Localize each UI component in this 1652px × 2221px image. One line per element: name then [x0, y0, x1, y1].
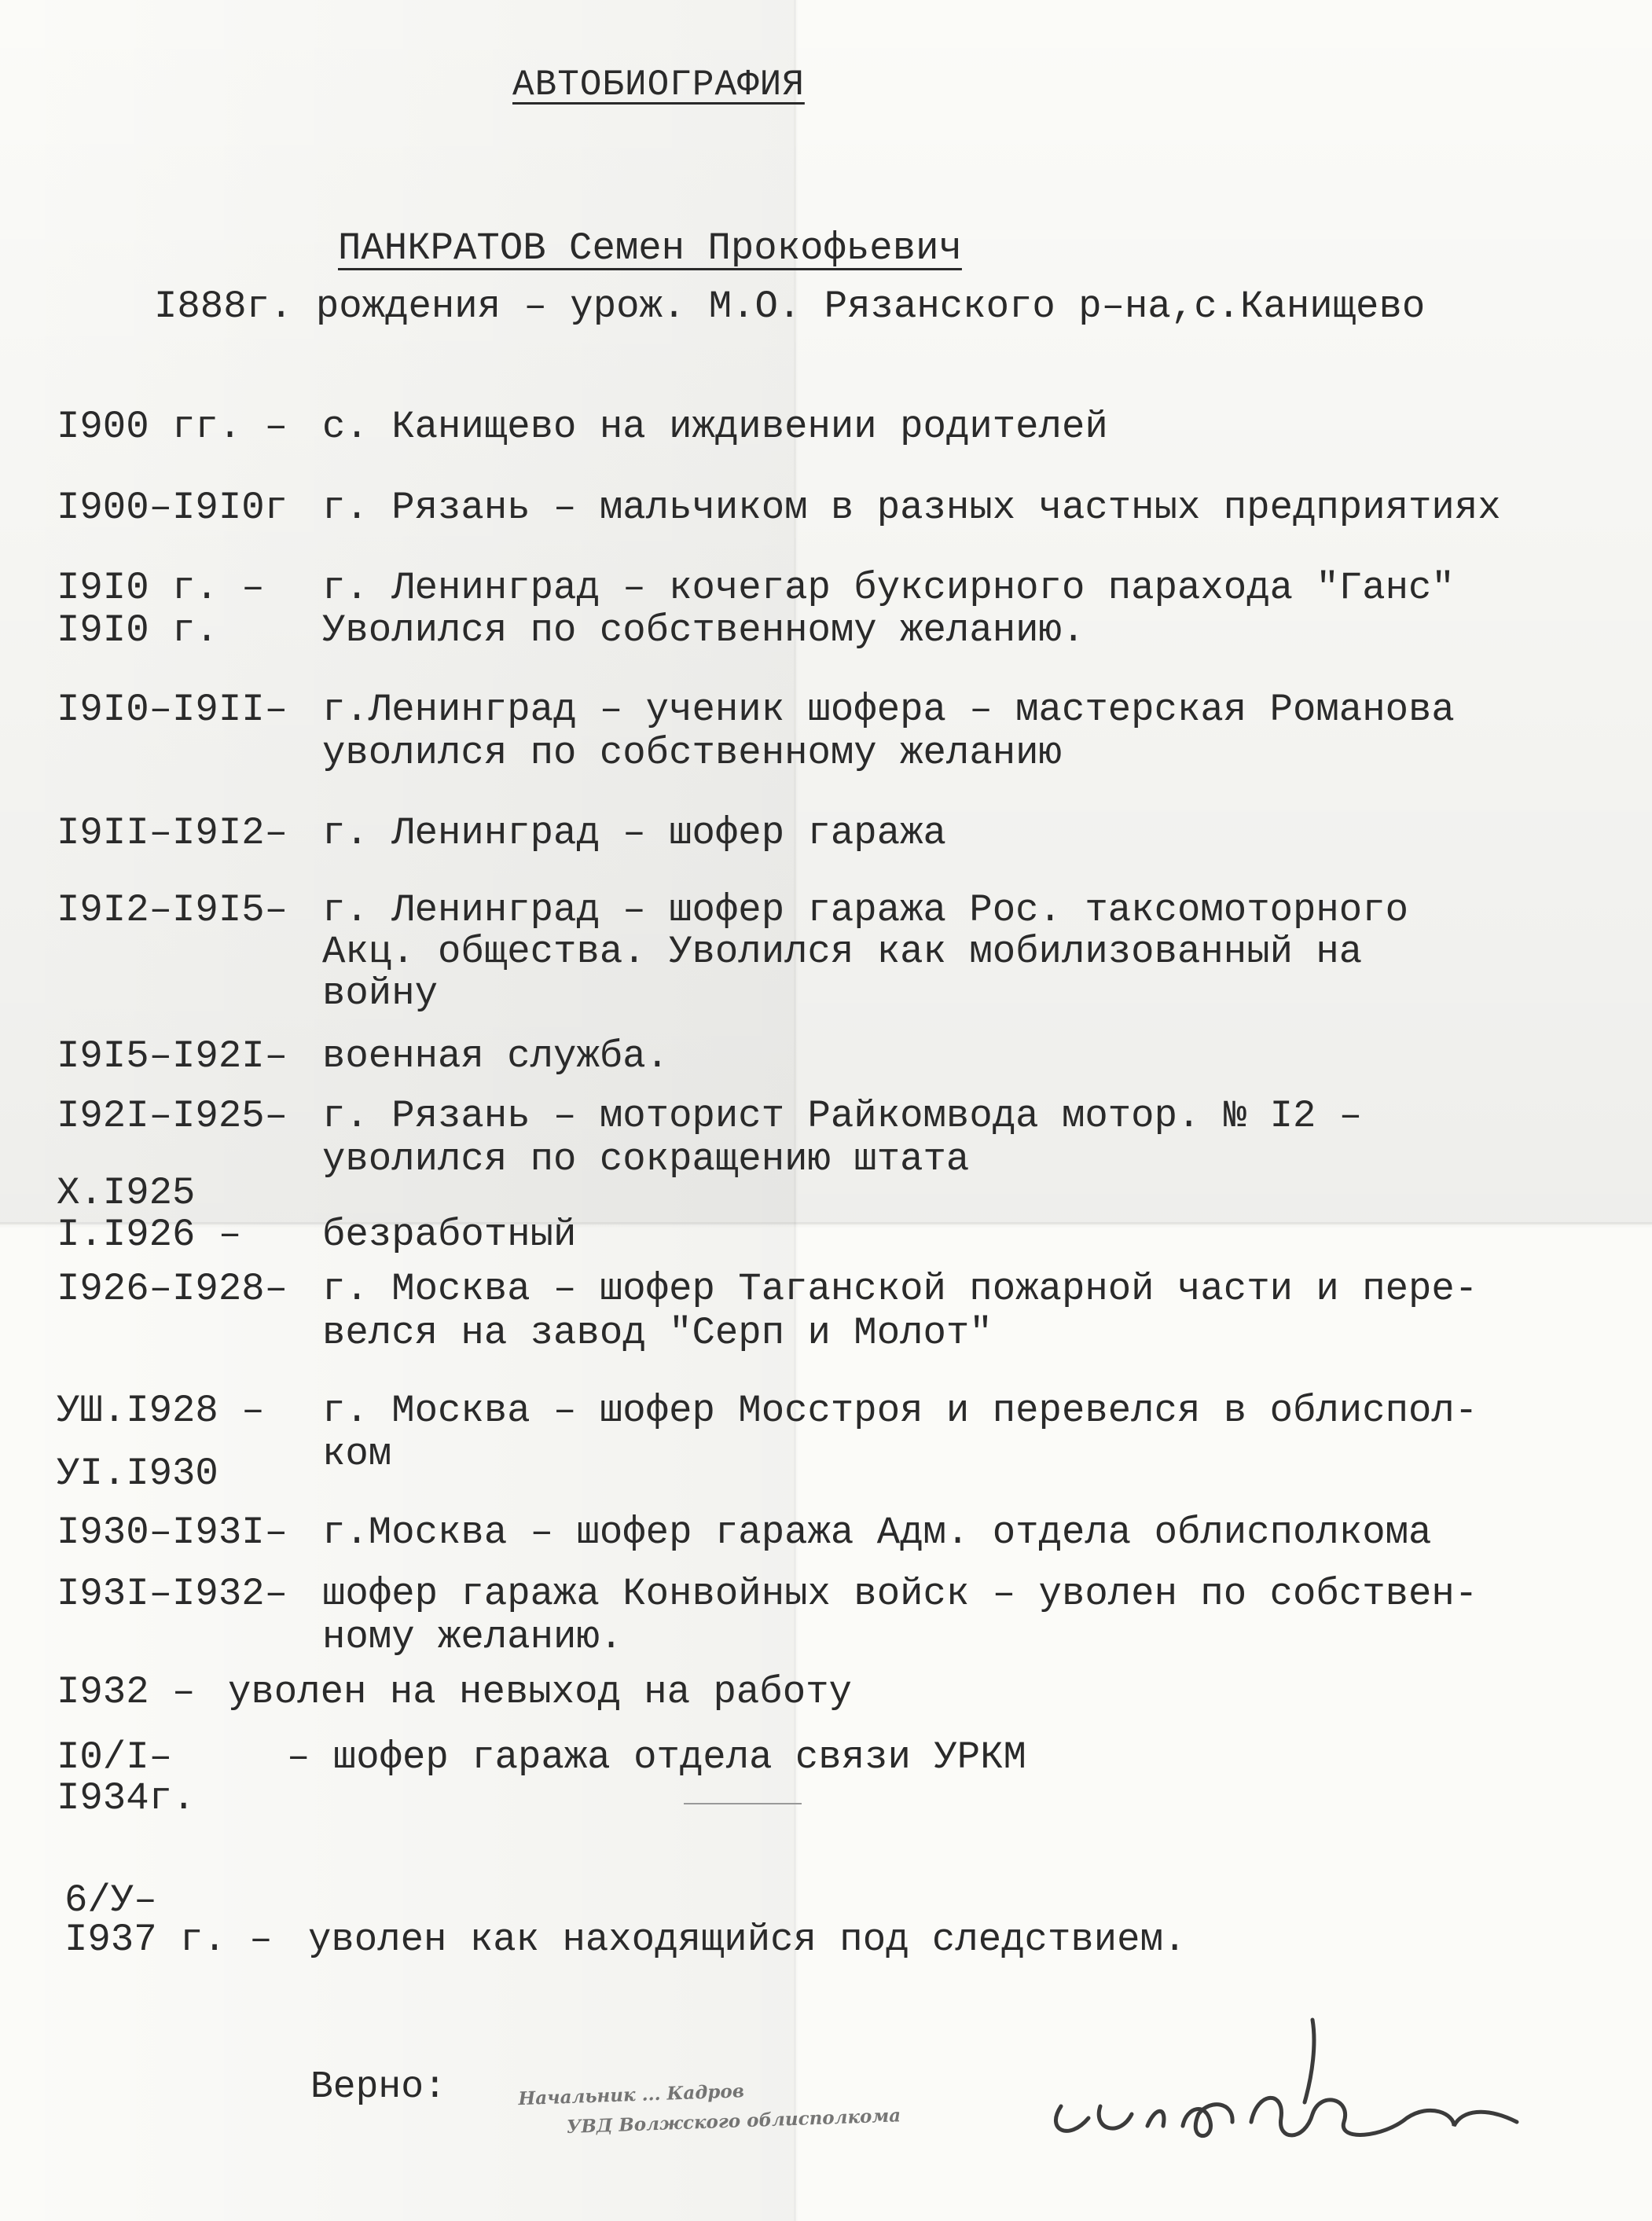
official-stamp [517, 2057, 1022, 2153]
entry-date: I932 – [57, 1670, 196, 1714]
entry-text: ком [322, 1432, 392, 1476]
entry-date: УI.I930 [57, 1452, 218, 1496]
entry-text: г. Москва – шофер Таганской пожарной части и пере- [322, 1267, 1478, 1311]
entry-text: уволился по сокращению штата [322, 1137, 970, 1181]
entry-date: 6/У– [64, 1878, 157, 1922]
entry-date: I9I5–I92I– [57, 1034, 288, 1078]
entry-text: уволился по собственному желанию [322, 731, 1062, 775]
certification-label: Верно: [310, 2066, 446, 2109]
entry-date: I937 г. – [64, 1918, 273, 1962]
entry-date: I934г. [57, 1776, 196, 1820]
stamp-line: Начальник ... Кадров [518, 2080, 745, 2110]
entry-text: с. Канищево на иждивении родителей [322, 405, 1108, 449]
entry-text: шофер гаража Конвойных войск – уволен по собствен- [322, 1572, 1478, 1616]
stamp-line: УВД Волжского облисполкома [566, 2105, 901, 2138]
entry-date: I0/I– [57, 1735, 173, 1779]
entry-date: I9I0 г. – [57, 566, 265, 610]
entry-date: X.I925 [57, 1171, 196, 1215]
signature [1045, 2012, 1548, 2161]
entry-text: г. Рязань – моторист Райкомвода мотор. № I2 – [322, 1094, 1363, 1138]
entry-text: г. Ленинград – кочегар буксирного парахода "Ганс" [322, 566, 1455, 610]
entry-text: г.Москва – шофер гаража Адм. отдела облисполкома [322, 1511, 1432, 1555]
entry-text: Акц. общества. Уволился как мобилизованный на [322, 930, 1363, 974]
entry-text: велся на завод "Серп и Молот" [322, 1311, 993, 1355]
entry-date: I9II–I9I2– [57, 811, 288, 855]
entry-text: г. Москва – шофер Мосстроя и перевелся в облиспол- [322, 1389, 1478, 1433]
entry-date: I92I–I925– [57, 1094, 288, 1138]
entry-text: уволен на невыход на работу [228, 1670, 852, 1714]
document-title: АВТОБИОГРАФИЯ [512, 64, 805, 105]
entry-text: Уволился по собственному желанию. [322, 608, 1085, 652]
entry-date: УШ.I928 – [57, 1389, 265, 1433]
entry-date: I926–I928– [57, 1267, 288, 1311]
entry-date: I9I0 г. [57, 608, 218, 652]
entry-date: I93I–I932– [57, 1572, 288, 1616]
entry-text: г.Ленинград – ученик шофера – мастерская Романова [322, 688, 1455, 732]
entry-text: г. Ленинград – шофер гаража Рос. таксомоторного [322, 888, 1409, 932]
entry-date: I930–I93I– [57, 1511, 288, 1555]
birth-line: I888г. рождения – урож. М.О. Рязанского р–на,с.Канищево [154, 285, 1426, 329]
entry-date: I900–I9I0г [57, 486, 288, 530]
entry-text: войну [322, 971, 439, 1015]
person-name: ПАНКРАТОВ Семен Прокофьевич [338, 226, 962, 270]
paper-fold-horizontal [0, 1222, 1652, 1224]
entry-date: I900 гг. – [57, 405, 288, 449]
entry-text: г. Ленинград – шофер гаража [322, 811, 946, 855]
entry-text: военная служба. [322, 1034, 670, 1078]
entry-text: г. Рязань – мальчиком в разных частных предприятиях [322, 486, 1501, 530]
entry-text: – шофер гаража отдела связи УРКМ [287, 1735, 1026, 1779]
entry-text: безработный [322, 1213, 577, 1257]
entry-date: I9I0–I9II– [57, 688, 288, 732]
pen-mark [684, 1803, 802, 1804]
entry-date: I.I926 – [57, 1213, 242, 1257]
entry-text: уволен как находящийся под следствием. [308, 1918, 1187, 1962]
entry-text: ному желанию. [322, 1615, 623, 1659]
entry-date: I9I2–I9I5– [57, 888, 288, 932]
